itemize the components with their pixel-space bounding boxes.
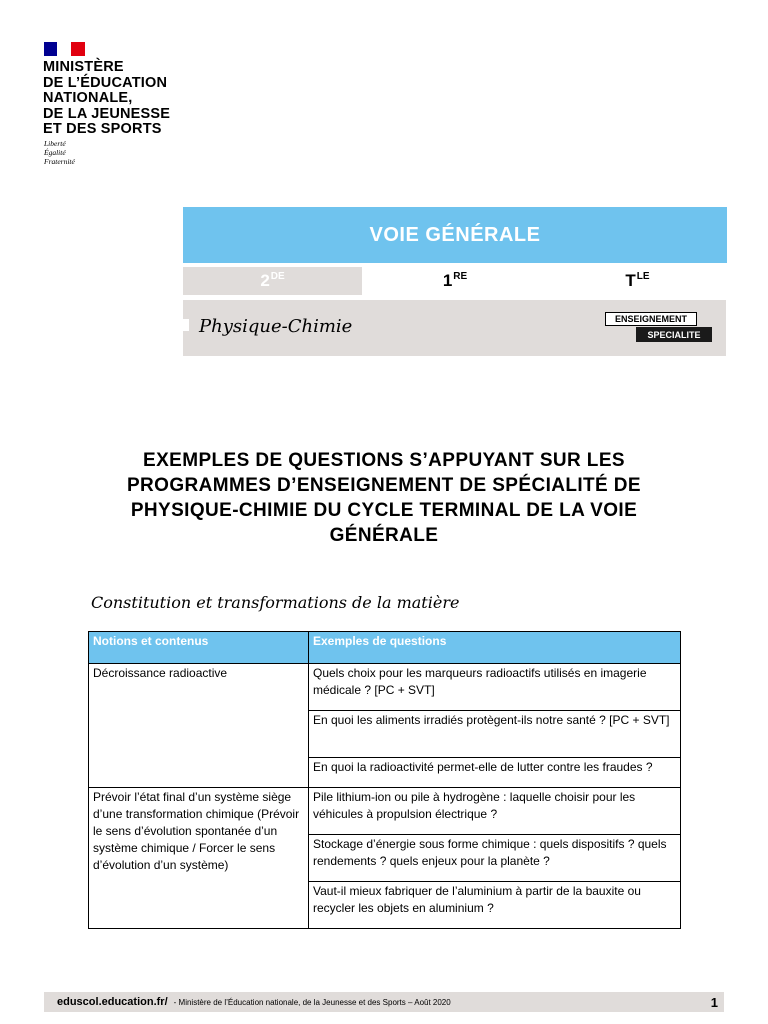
question-cell: En quoi les aliments irradiés protègent-ils notre santé ? [PC + SVT] bbox=[309, 711, 681, 758]
motto-line: Fraternité bbox=[44, 157, 75, 166]
footer-ministry: - Ministère de l’Éducation nationale, de la Jeunesse et des Sports – Août 2020 bbox=[173, 997, 451, 1007]
subject-title: Physique-Chimie bbox=[199, 316, 353, 337]
level-terminale bbox=[548, 267, 727, 295]
french-flag-icon bbox=[44, 42, 85, 56]
ministry-line: DE LA JEUNESSE bbox=[43, 105, 171, 122]
table-row bbox=[89, 664, 681, 711]
level-seconde bbox=[183, 267, 362, 295]
title-line: PROGRAMMES D’ENSEIGNEMENT DE SPÉCIALITÉ DE bbox=[126, 475, 642, 496]
badge-enseignement: ENSEIGNEMENT bbox=[605, 312, 697, 326]
republic-motto bbox=[44, 139, 75, 166]
level-sup: DE bbox=[270, 270, 285, 282]
ministry-name bbox=[43, 60, 170, 138]
motto-line: Égalité bbox=[44, 148, 66, 157]
ministry-line: NATIONALE, bbox=[43, 90, 133, 106]
section-title: Constitution et transformations de la matière bbox=[91, 593, 460, 612]
level-base: 1 bbox=[442, 271, 453, 290]
title-line: EXEMPLES DE QUESTIONS S’APPUYANT SUR LES bbox=[143, 450, 625, 471]
badge-specialite: SPECIALITE bbox=[636, 327, 712, 342]
level-strip bbox=[183, 263, 727, 295]
question-cell: Pile lithium-ion ou pile à hydrogène : laquelle choisir pour les véhicules à propulsion électrique ? bbox=[309, 788, 681, 835]
header-questions: Exemples de questions bbox=[309, 632, 681, 664]
title-line: PHYSIQUE-CHIMIE DU CYCLE TERMINAL DE LA VOIE bbox=[130, 500, 638, 521]
question-cell: Stockage d’énergie sous forme chimique : quels dispositifs ? quels rendements ? quels enjeux pour la planète ? bbox=[309, 835, 681, 882]
level-base: T bbox=[625, 271, 636, 290]
level-sup: LE bbox=[636, 270, 650, 282]
page-footer bbox=[44, 992, 724, 1012]
page-number: 1 bbox=[710, 994, 718, 1010]
notion-cell: Prévoir l’état final d’un système siège d’une transformation chimique (Prévoir le sens d’évolution spontanée d’un système chimique / Forcer le sens d’évolution d’un système) bbox=[89, 788, 309, 929]
header-notions: Notions et contenus bbox=[89, 632, 309, 664]
notion-cell: Décroissance radioactive bbox=[89, 664, 309, 788]
subject-bar bbox=[183, 300, 726, 356]
document-title bbox=[100, 448, 668, 548]
table-row bbox=[89, 788, 681, 835]
question-cell: Quels choix pour les marqueurs radioactifs utilisés en imagerie médicale ? [PC + SVT] bbox=[309, 664, 681, 711]
question-cell: Vaut-il mieux fabriquer de l’aluminium à partir de la bauxite ou recycler les objets en aluminium ? bbox=[309, 882, 681, 929]
motto-line: Liberté bbox=[44, 139, 66, 148]
ministry-line: ET DES SPORTS bbox=[43, 121, 162, 137]
ministry-line: MINISTÈRE bbox=[43, 59, 124, 75]
level-sup: RE bbox=[453, 270, 468, 282]
ministry-line: DE L’ÉDUCATION bbox=[43, 74, 168, 91]
footer-site-link[interactable]: eduscol.education.fr/ bbox=[57, 996, 168, 1008]
title-line: GÉNÉRALE bbox=[329, 525, 439, 546]
voie-banner: VOIE GÉNÉRALE bbox=[183, 207, 727, 263]
level-premiere bbox=[362, 267, 548, 295]
level-base: 2 bbox=[260, 271, 270, 290]
question-cell: En quoi la radioactivité permet-elle de lutter contre les fraudes ? bbox=[309, 758, 681, 788]
questions-table bbox=[88, 631, 681, 929]
table-header-row bbox=[89, 632, 681, 664]
